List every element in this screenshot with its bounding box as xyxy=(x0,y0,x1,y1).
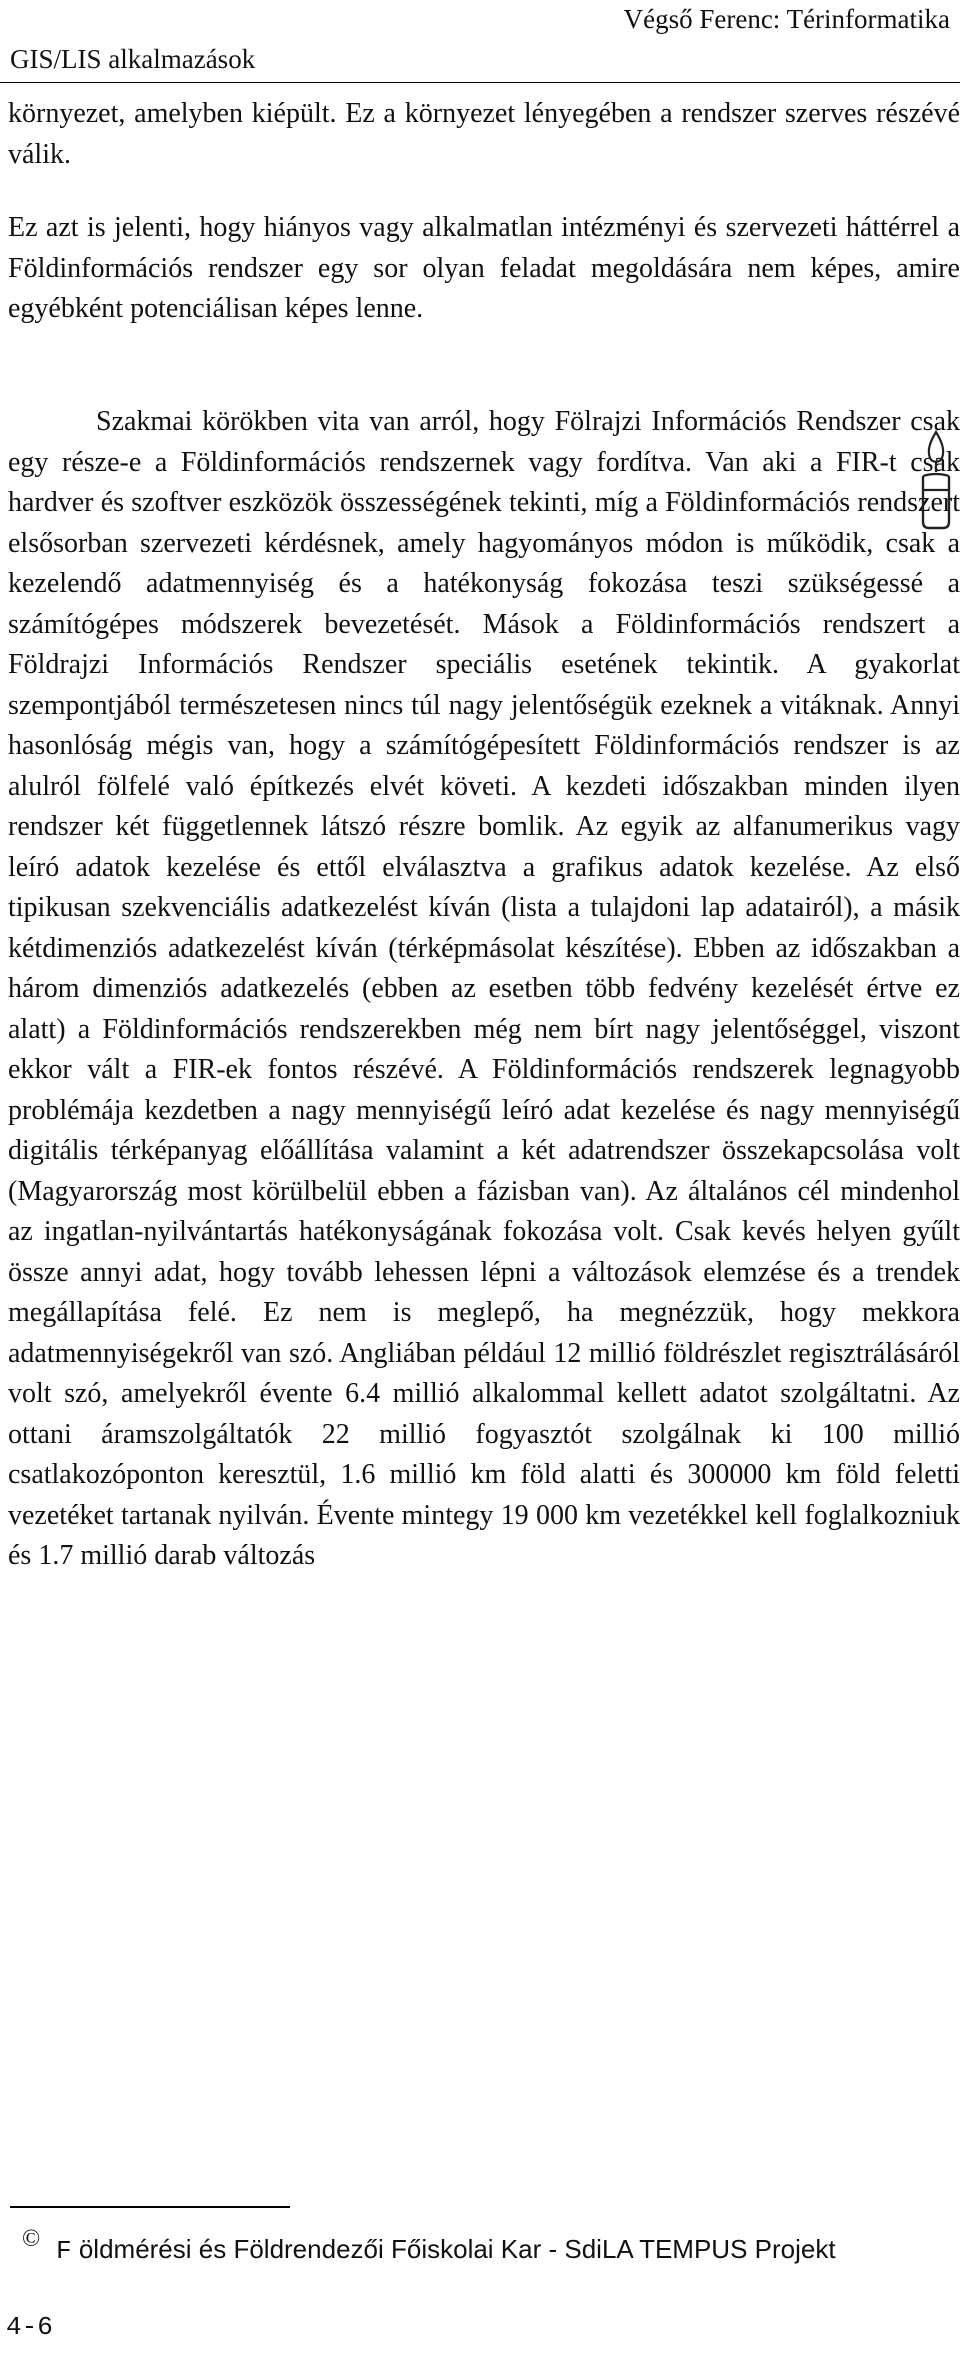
page-number: 4-6 xyxy=(6,2312,53,2342)
header-left-title: GIS/LIS alkalmazások xyxy=(10,44,256,74)
footer-initial: F xyxy=(56,2236,72,2266)
candle-icon xyxy=(918,428,954,532)
footer-text xyxy=(56,2234,836,2266)
header-divider xyxy=(0,82,960,83)
paragraph-1: környezet, amelyben kiépült. Ez a környezet lényegében a rendszer szerves részévé válik. xyxy=(8,98,960,170)
copyright-icon: © xyxy=(22,2226,41,2252)
header-right-title: Végső Ferenc: Térinformatika xyxy=(623,4,950,34)
footer-project: öldmérési és Földrendezői Főiskolai Kar - SdiLA TEMPUS Projekt xyxy=(71,2234,836,2264)
paragraph-2: Ez azt is jelenti, hogy hiányos vagy alkalmatlan intézményi és szervezeti háttérrel a Földinformációs rendszer egy sor olyan feladat megoldására nem képes, amire egyébként potenciálisan képes lenne. xyxy=(8,212,960,324)
paragraph-3: Szakmai körökben vita van arról, hogy Fölrajzi Információs Rendszer csak egy része-e a Földinformációs rendszernek vagy fordítva. Van aki a FIR-t csak hardver és szoftver eszközök összességének tekinti, míg a Földinformációs rendszert elsősorban szervezeti kérdésnek, amely hagyományos módon is működik, csak a kezelendő adatmennyiség és a hatékonyság fokozása teszi szükségessé a számítógépes módszerek bevezetését. Mások a Földinformációs rendszert a Földrajzi Információs Rendszer speciális esetének tekintik. A gyakorlat szempontjából természetesen nincs túl nagy jelentőségük ezeknek a vitáknak. Annyi hasonlóság mégis van, hogy a számítógépesített Földinformációs rendszer is az alulról fölfelé való építkezés elvét követi. A kezdeti időszakban minden ilyen rendszer két függetlennek látszó részre bomlik. Az egyik az alfanumerikus vagy leíró adatok kezelése és ettől elválasztva a grafikus adatok kezelése. Az első tipikusan szekvenciális adatkezelést kíván (lista a tulajdoni lap adatairól), a másik kétdimenziós adatkezelést kíván (térképmásolat készítése). Ebben az időszakban a három dimenziós adatkezelés (ebben az esetben több fedvény kezelését értve ez alatt) a Földinformációs rendszerekben még nem bírt nagy jelentőséggel, viszont ekkor vált a FIR-ek fontos részévé. A Földinformációs rendszerek legnagyobb problémája kezdetben a nagy mennyiségű leíró adat kezelése és nagy mennyiségű digitális térképanyag előállítása valamint a két adatrendszer összekapcsolása volt (Magyarország most körülbelül ebben a fázisban van). Az általános cél mindenhol az ingatlan-nyilvántartás hatékonyságának fokozása volt. Csak kevés helyen gyűlt össze annyi adat, hogy tovább lehessen lépni a változások elemzése és a trendek megállapítása felé. Ez nem is meglepő, ha megnézzük, hogy mekkora adatmennyiségekről van szó. Angliában például 12 millió földrészlet regisztrálásáról volt szó, amelyekről évente 6.4 millió alkalommal kellett adatot szolgáltatni. Az ottani áramszolgáltatók 22 millió fogyasztót szolgálnak ki 100 millió csatlakozóponton keresztül, 1.6 millió km föld alatti és 300000 km föld feletti vezetéket tartanak nyilván. Évente mintegy 19 000 km vezetékkel kell foglalkozniuk és 1.7 millió darab változás xyxy=(8,406,960,1571)
footer-divider xyxy=(10,2206,290,2208)
